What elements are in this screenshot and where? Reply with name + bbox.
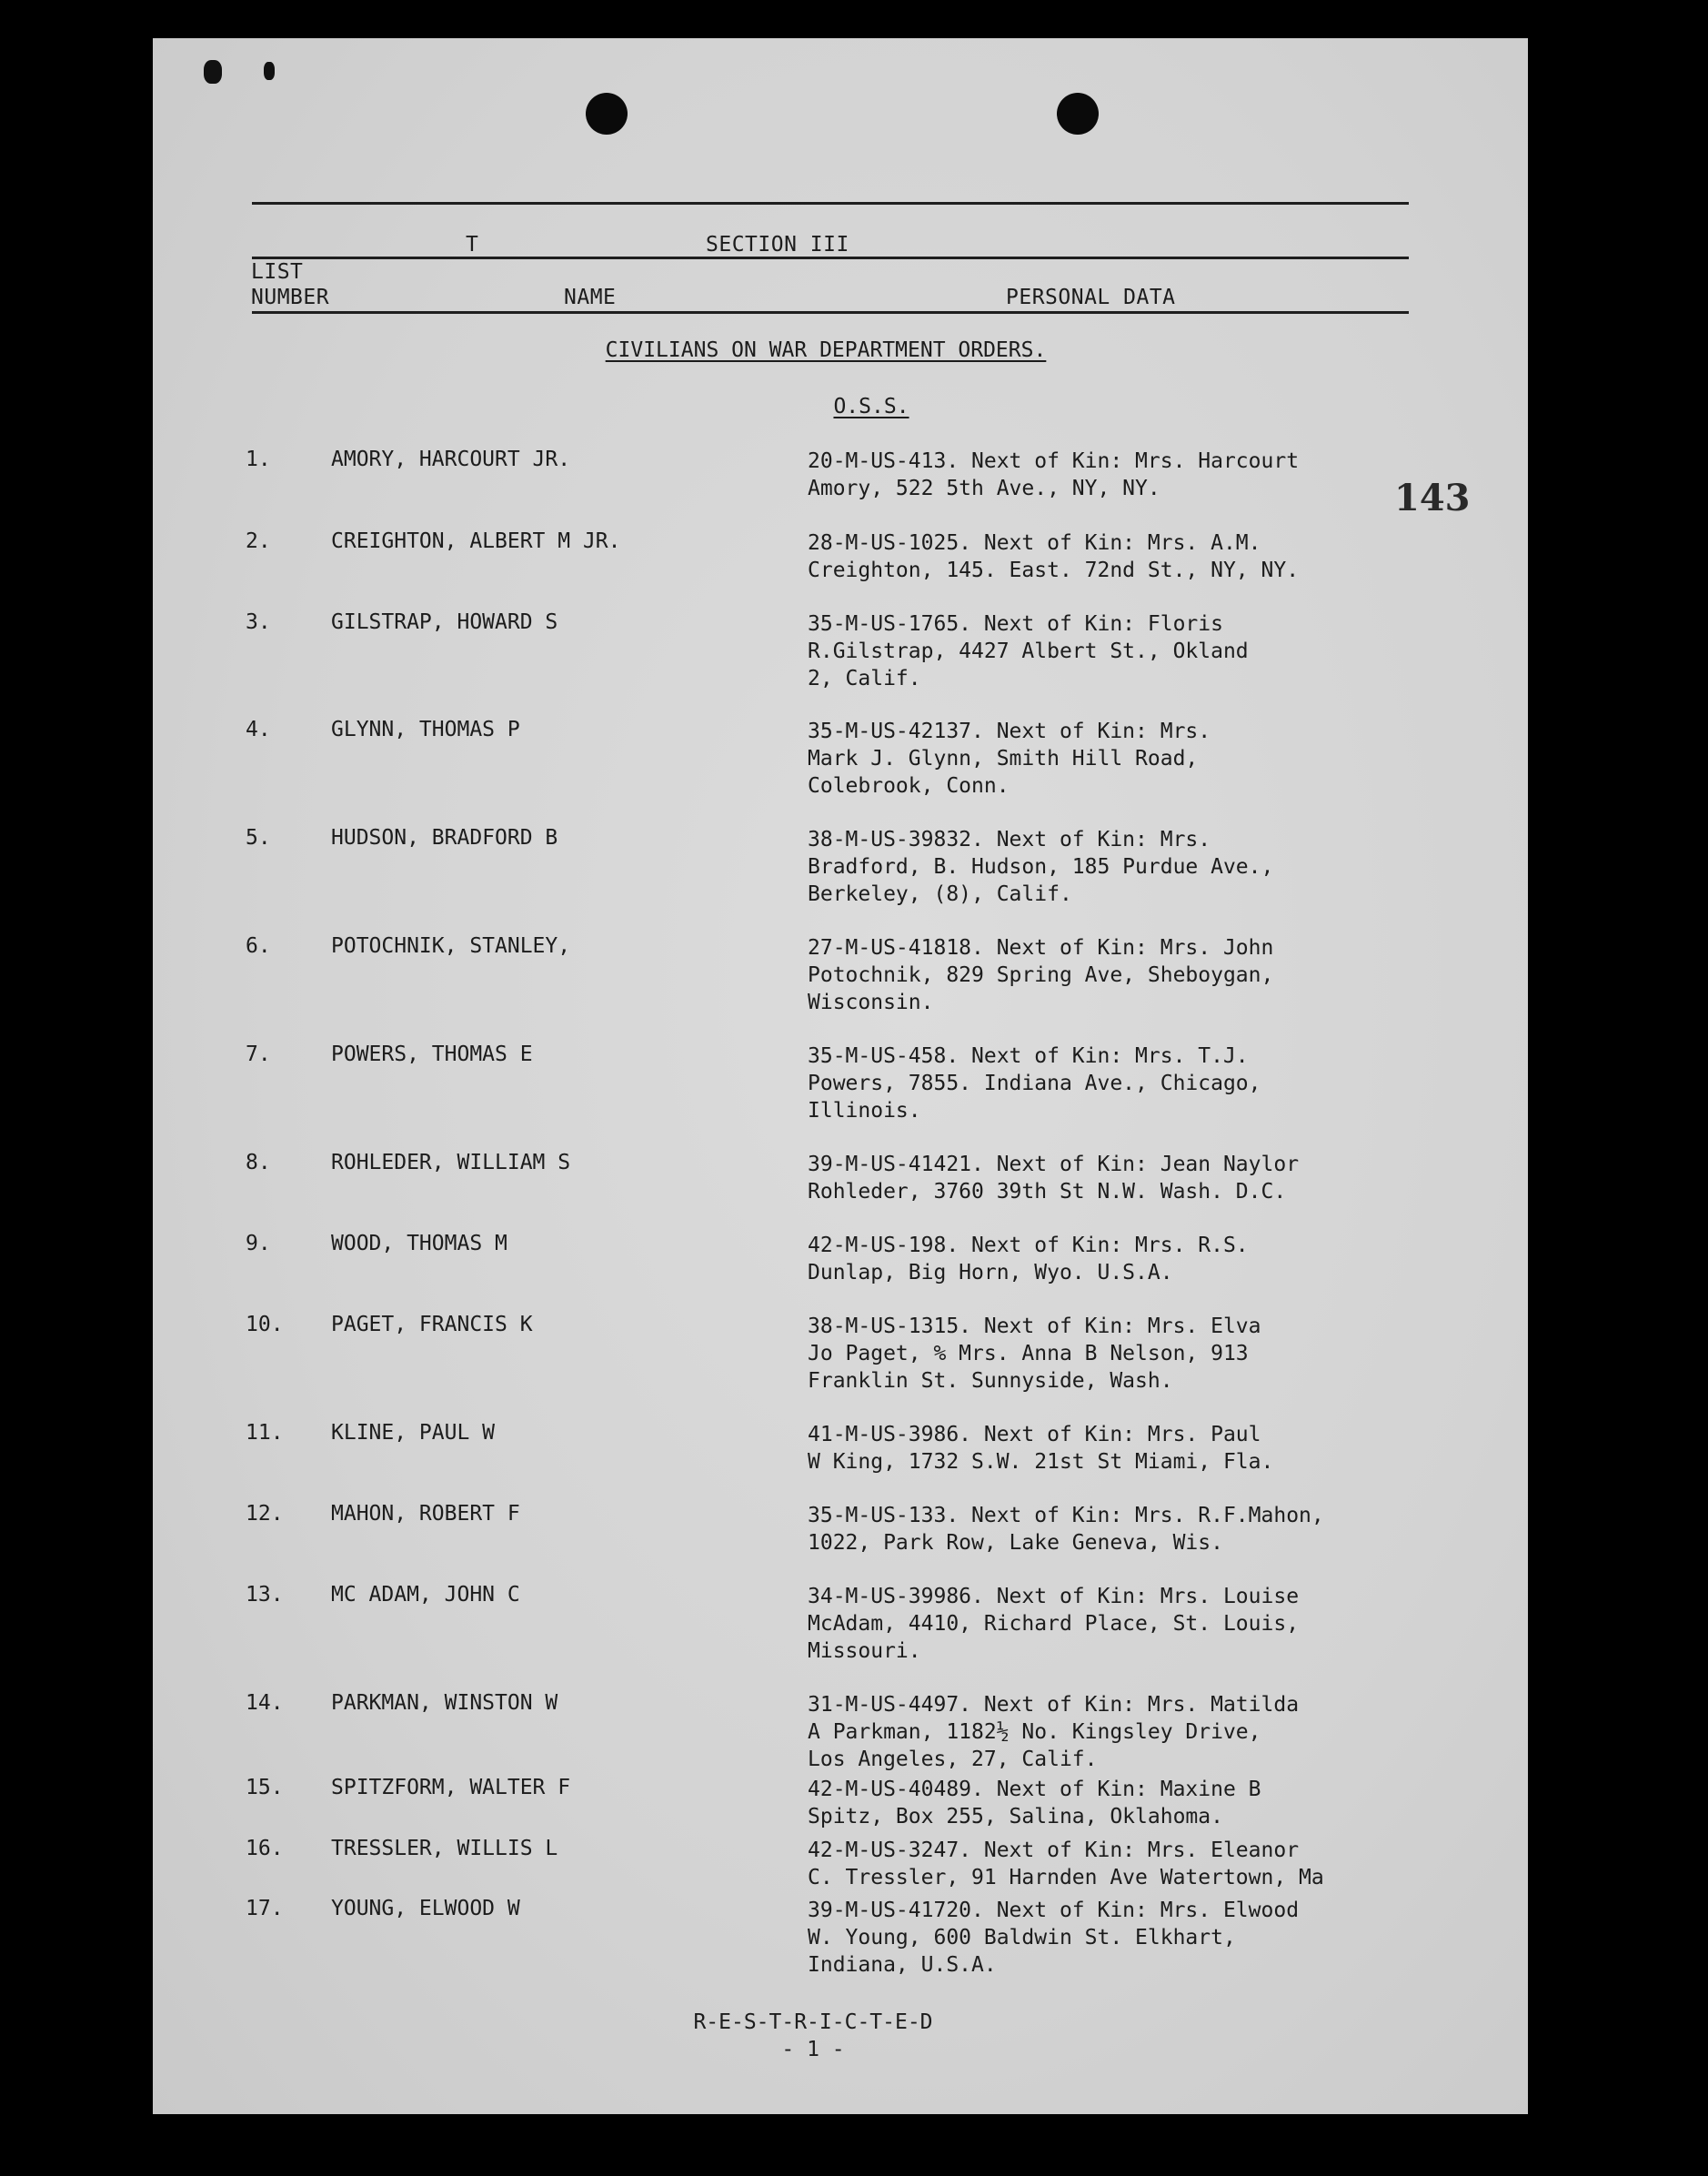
punch-hole [1057, 93, 1099, 135]
person-name: HUDSON, BRADFORD B [331, 826, 558, 850]
list-number: 6. [246, 934, 271, 958]
personal-data: 39-M-US-41720. Next of Kin: Mrs. Elwood W. Young, 600 Baldwin St. Elkhart, Indiana, U.S.A. [808, 1899, 1300, 1977]
person-name: GILSTRAP, HOWARD S [331, 610, 558, 634]
list-number: 3. [246, 610, 271, 634]
person-name: MC ADAM, JOHN C [331, 1583, 520, 1607]
list-number: 1. [246, 448, 271, 471]
personal-data: 42-M-US-40489. Next of Kin: Maxine B Spitz, Box 255, Salina, Oklahoma. [808, 1778, 1261, 1828]
personal-data: 20-M-US-413. Next of Kin: Mrs. Harcourt Amory, 522 5th Ave., NY, NY. [808, 449, 1300, 500]
person-name: POTOCHNIK, STANLEY, [331, 934, 571, 958]
personal-data: 35-M-US-458. Next of Kin: Mrs. T.J. Powers, 7855. Indiana Ave., Chicago, Illinois. [808, 1044, 1261, 1123]
column-header-personal-data: PERSONAL DATA [1006, 286, 1176, 309]
person-name: KLINE, PAUL W [331, 1421, 496, 1445]
personal-data: 35-M-US-133. Next of Kin: Mrs. R.F.Mahon, 1022, Park Row, Lake Geneva, Wis. [808, 1504, 1324, 1555]
section-heading: CIVILIANS ON WAR DEPARTMENT ORDERS. [605, 338, 1047, 362]
personal-data: 39-M-US-41421. Next of Kin: Jean Naylor Rohleder, 3760 39th St N.W. Wash. D.C. [808, 1153, 1300, 1204]
header-rule-bottom [252, 311, 1409, 314]
document-page [153, 38, 1528, 2114]
page-stamp-number: 143 [1394, 477, 1471, 519]
column-header-list: LIST [251, 260, 304, 284]
person-name: SPITZFORM, WALTER F [331, 1776, 571, 1799]
section-subheading: O.S.S. [833, 395, 909, 418]
person-name: PAGET, FRANCIS K [331, 1313, 533, 1336]
personal-data: 27-M-US-41818. Next of Kin: Mrs. John Potochnik, 829 Spring Ave, Sheboygan, Wisconsin. [808, 936, 1274, 1014]
personal-data: 35-M-US-1765. Next of Kin: Floris R.Gilstrap, 4427 Albert St., Okland 2, Calif. [808, 612, 1249, 690]
personal-data: 28-M-US-1025. Next of Kin: Mrs. A.M. Creighton, 145. East. 72nd St., NY, NY. [808, 531, 1300, 582]
list-number: 15. [246, 1776, 284, 1799]
person-name: GLYNN, THOMAS P [331, 718, 520, 741]
person-name: TRESSLER, WILLIS L [331, 1837, 558, 1860]
classification-footer: R-E-S-T-R-I-C-T-E-D [693, 2010, 933, 2034]
personal-data: 34-M-US-39986. Next of Kin: Mrs. Louise McAdam, 4410, Richard Place, St. Louis, Missouri. [808, 1585, 1300, 1663]
list-number: 17. [246, 1897, 284, 1920]
personal-data: 42-M-US-3247. Next of Kin: Mrs. Eleanor C. Tressler, 91 Harnden Ave Watertown, Ma [808, 1839, 1324, 1889]
list-number: 9. [246, 1232, 271, 1255]
column-header-number: NUMBER [251, 286, 330, 309]
person-name: POWERS, THOMAS E [331, 1043, 533, 1066]
list-number: 12. [246, 1502, 284, 1526]
personal-data: 35-M-US-42137. Next of Kin: Mrs. Mark J. Glynn, Smith Hill Road, Colebrook, Conn. [808, 720, 1211, 798]
list-number: 10. [246, 1313, 284, 1336]
list-number: 2. [246, 529, 271, 553]
list-number: 14. [246, 1691, 284, 1715]
ink-speck [264, 62, 275, 80]
personal-data: 31-M-US-4497. Next of Kin: Mrs. Matilda A Parkman, 1182½ No. Kingsley Drive, Los Angeles, 27, Calif. [808, 1693, 1300, 1771]
list-number: 13. [246, 1583, 284, 1607]
person-name: CREIGHTON, ALBERT M JR. [331, 529, 621, 553]
personal-data: 41-M-US-3986. Next of Kin: Mrs. Paul W King, 1732 S.W. 21st St Miami, Fla. [808, 1423, 1274, 1474]
person-name: ROHLEDER, WILLIAM S [331, 1151, 571, 1174]
corner-mark: T [466, 233, 479, 257]
header-rule-middle [252, 257, 1409, 259]
person-name: YOUNG, ELWOOD W [331, 1897, 520, 1920]
page-number: - 1 - [781, 2038, 845, 2061]
list-number: 5. [246, 826, 271, 850]
person-name: WOOD, THOMAS M [331, 1232, 507, 1255]
list-number: 7. [246, 1043, 271, 1066]
column-header-name: NAME [564, 286, 617, 309]
punch-hole [586, 93, 628, 135]
header-rule-top [252, 202, 1409, 205]
list-number: 16. [246, 1837, 284, 1860]
personal-data: 38-M-US-1315. Next of Kin: Mrs. Elva Jo Paget, % Mrs. Anna B Nelson, 913 Franklin St. Sunnyside, Wash. [808, 1315, 1261, 1393]
list-number: 11. [246, 1421, 284, 1445]
person-name: AMORY, HARCOURT JR. [331, 448, 571, 471]
person-name: PARKMAN, WINSTON W [331, 1691, 558, 1715]
ink-speck [204, 60, 222, 84]
list-number: 4. [246, 718, 271, 741]
person-name: MAHON, ROBERT F [331, 1502, 520, 1526]
personal-data: 42-M-US-198. Next of Kin: Mrs. R.S. Dunlap, Big Horn, Wyo. U.S.A. [808, 1234, 1249, 1284]
list-number: 8. [246, 1151, 271, 1174]
personal-data: 38-M-US-39832. Next of Kin: Mrs. Bradford, B. Hudson, 185 Purdue Ave., Berkeley, (8), Calif. [808, 828, 1274, 906]
section-title: SECTION III [706, 233, 849, 257]
